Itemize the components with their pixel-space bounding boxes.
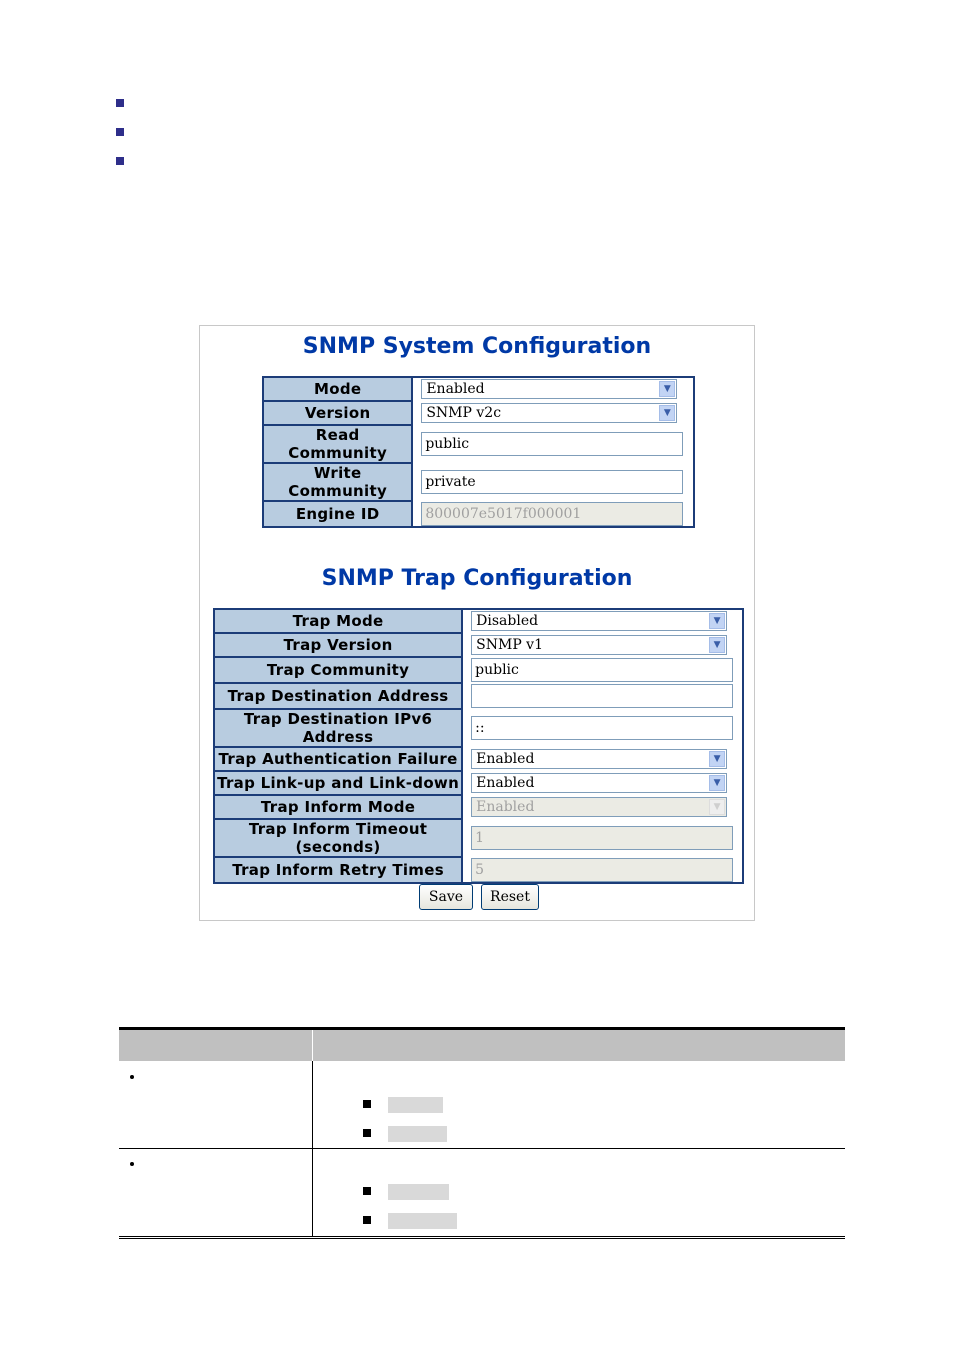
trap-inform-retry-input <box>471 858 733 882</box>
table-bottom-border-double <box>119 1238 845 1239</box>
system-config-table <box>262 376 695 528</box>
table-bottom-border <box>119 1236 845 1237</box>
row-engine-id <box>263 501 694 527</box>
trap-mode-value: Disabled <box>476 613 539 630</box>
trap-authentication-failure-select[interactable] <box>471 749 727 769</box>
row-trap-version <box>214 633 743 657</box>
trap-inform-mode-label: Trap Inform Mode <box>214 795 462 819</box>
trap-destination-ipv6-value: :: <box>475 720 485 736</box>
trap-inform-retry-label: Trap Inform Retry Times <box>214 857 462 883</box>
square-bullet-icon <box>116 99 124 107</box>
row-mode <box>263 377 694 401</box>
chevron-down-icon[interactable]: ▼ <box>709 613 725 629</box>
square-bullet-icon <box>116 157 124 165</box>
chevron-down-icon: ▼ <box>709 799 725 815</box>
row-read-community <box>263 425 694 463</box>
trap-inform-timeout-input <box>471 826 733 850</box>
trap-config-table <box>213 608 744 884</box>
row-trap-inform-retry <box>214 857 743 883</box>
row-trap-authentication-failure <box>214 747 743 771</box>
trap-community-input[interactable] <box>471 658 733 682</box>
trap-inform-retry-value: 5 <box>475 861 485 878</box>
read-community-label: Read Community <box>263 425 412 463</box>
trap-destination-address-input[interactable] <box>471 684 733 708</box>
square-bullet-icon <box>363 1216 371 1224</box>
write-community-value: private <box>425 474 476 490</box>
row-version <box>263 401 694 425</box>
chevron-down-icon[interactable]: ▼ <box>659 381 675 397</box>
mode-label: Mode <box>263 377 412 401</box>
trap-inform-mode-select <box>471 797 727 817</box>
mode-select[interactable] <box>421 379 677 399</box>
chevron-down-icon[interactable]: ▼ <box>709 751 725 767</box>
chevron-down-icon[interactable]: ▼ <box>709 637 725 653</box>
chevron-down-icon[interactable]: ▼ <box>709 775 725 791</box>
trap-link-up-down-label: Trap Link-up and Link-down <box>214 771 462 795</box>
column-divider <box>312 1061 313 1237</box>
row-write-community <box>263 463 694 501</box>
trap-version-label: Trap Version <box>214 633 462 657</box>
save-button[interactable]: Save <box>419 884 473 910</box>
option-highlight <box>388 1126 447 1142</box>
read-community-input[interactable] <box>421 432 683 456</box>
row-trap-inform-mode <box>214 795 743 819</box>
trap-authentication-failure-value: Enabled <box>476 751 535 767</box>
option-highlight <box>388 1097 443 1113</box>
table-header <box>119 1030 845 1061</box>
version-value: SNMP v2c <box>426 405 502 421</box>
trap-link-up-down-select[interactable] <box>471 773 727 793</box>
reset-button[interactable]: Reset <box>481 884 539 910</box>
system-config-title: SNMP System Configuration <box>302 334 652 359</box>
trap-mode-select[interactable] <box>471 611 727 631</box>
row-trap-destination-ipv6 <box>214 709 743 747</box>
engine-id-input <box>421 502 683 526</box>
version-label: Version <box>263 401 412 425</box>
version-select[interactable] <box>421 403 677 423</box>
engine-id-value: 800007e5017f000001 <box>425 505 582 522</box>
trap-version-value: SNMP v1 <box>476 637 544 653</box>
row-trap-inform-timeout <box>214 819 743 857</box>
trap-community-label: Trap Community <box>214 657 462 683</box>
write-community-label: Write Community <box>263 463 412 501</box>
trap-mode-label: Trap Mode <box>214 609 462 633</box>
row-trap-destination-address <box>214 683 743 709</box>
trap-config-title: SNMP Trap Configuration <box>321 566 633 591</box>
trap-community-value: public <box>475 662 519 678</box>
option-highlight <box>388 1184 449 1200</box>
option-highlight <box>388 1213 457 1229</box>
read-community-value: public <box>425 436 470 452</box>
row-bullet-icon <box>130 1075 134 1079</box>
mode-value: Enabled <box>426 381 485 398</box>
trap-destination-ipv6-label: Trap Destination IPv6 Address <box>214 709 462 747</box>
trap-destination-address-label: Trap Destination Address <box>214 683 462 709</box>
trap-link-up-down-value: Enabled <box>476 775 535 791</box>
square-bullet-icon <box>363 1129 371 1137</box>
trap-inform-timeout-label: Trap Inform Timeout (seconds) <box>214 819 462 857</box>
trap-destination-ipv6-input[interactable] <box>471 716 733 740</box>
row-divider <box>119 1148 845 1149</box>
trap-inform-mode-value: Enabled <box>476 799 535 815</box>
square-bullet-icon <box>116 128 124 136</box>
row-trap-mode <box>214 609 743 633</box>
snmp-config-panel <box>199 325 755 921</box>
square-bullet-icon <box>363 1187 371 1195</box>
chevron-down-icon[interactable]: ▼ <box>659 405 675 421</box>
trap-inform-timeout-value: 1 <box>475 830 485 846</box>
engine-id-label: Engine ID <box>263 501 412 527</box>
row-bullet-icon <box>130 1162 134 1166</box>
trap-authentication-failure-label: Trap Authentication Failure <box>214 747 462 771</box>
trap-version-select[interactable] <box>471 635 727 655</box>
write-community-input[interactable] <box>421 470 683 494</box>
row-trap-link-up-down <box>214 771 743 795</box>
row-trap-community <box>214 657 743 683</box>
square-bullet-icon <box>363 1100 371 1108</box>
header-divider <box>312 1030 313 1061</box>
